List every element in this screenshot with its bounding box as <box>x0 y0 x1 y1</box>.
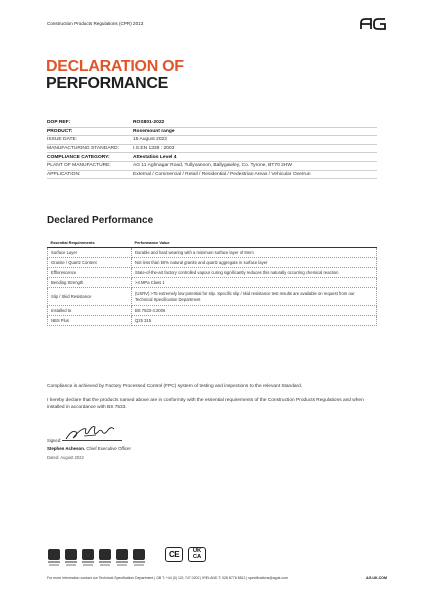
regulation-header: Construction Products Regulations (CPR) 2013 <box>47 21 144 26</box>
table-row <box>48 316 377 326</box>
info-value: AG 11 Aghnagar Road, Tullyvannon, Ballygawley, Co. Tyrone, BT70 2HW <box>133 163 293 169</box>
signer-role: , Chief Executive Officer <box>83 446 131 451</box>
table-row <box>48 288 377 306</box>
info-key: MANUFACTURING STANDARD: <box>47 146 119 152</box>
compliance-statement: Compliance is achieved by Factory Processed Control (FPC) system of testing and inspections to the relevant Standard. <box>47 384 303 389</box>
certification-badge <box>98 549 111 566</box>
info-value: I.S.EN 1339 : 2003 <box>133 146 175 152</box>
certification-badge <box>132 549 145 566</box>
signer <box>47 446 131 451</box>
info-row <box>47 136 377 145</box>
requirement-cell: Installed to <box>48 306 132 316</box>
info-key: ISSUE DATE: <box>47 137 78 143</box>
ukca-line-1: UK <box>192 547 202 554</box>
requirement-cell: Surface Layer <box>48 248 132 258</box>
dated-text: Dated: August 2022 <box>47 455 84 460</box>
declared-performance-heading: Declared Performance <box>47 215 154 226</box>
certification-badge <box>115 549 128 566</box>
performance-cell: >4 MPa Class 1 <box>132 278 377 288</box>
table-row <box>48 306 377 316</box>
requirement-cell: Efflorescence <box>48 268 132 278</box>
certification-badge <box>47 549 60 566</box>
info-row <box>47 153 377 162</box>
performance-cell: Not less than 50% natural granite and quartz aggregate in surface layer <box>132 258 377 268</box>
performance-cell: BS 7533-4:2006 <box>132 306 377 316</box>
info-row <box>47 162 377 171</box>
performance-table <box>47 238 377 326</box>
performance-cell: (USRV) >75 extremely low potential for slip. Specific slip / skid resistance test results are available on request from our Technical Specification Department <box>132 288 377 306</box>
ukca-line-2: CA <box>192 553 202 560</box>
certification-badge <box>81 549 94 566</box>
page-title <box>46 58 184 92</box>
info-row <box>47 119 377 128</box>
table-row <box>48 258 377 268</box>
ukca-mark <box>188 547 206 562</box>
certification-badge <box>64 549 77 566</box>
info-value: ROS801-2022 <box>133 120 165 126</box>
info-value: External / Commercial / Retail / Residential / Pedestrian Areas / Vehicular Overrun <box>133 171 311 177</box>
ag-logo <box>360 18 386 30</box>
signed-label: Signed: <box>47 438 62 443</box>
performance-cell: Durable and hard wearing with a minimum surface layer of 8mm <box>132 248 377 258</box>
info-value: Rosemount range <box>133 128 175 134</box>
requirement-cell: Slip / Skid Resistance <box>48 288 132 306</box>
signature-line <box>62 440 122 441</box>
footer-contact: For more information contact our Technical Specification Department | GB T: +44 (0) 121 747 0202 | IRELAND T: 028 8776 8812 | specifications@aguk.com <box>47 576 289 580</box>
product-info <box>47 119 377 179</box>
table-row <box>48 268 377 278</box>
info-row <box>47 145 377 154</box>
requirement-cell: Granite / Quartz Content <box>48 258 132 268</box>
info-key: DOP REF: <box>47 120 71 126</box>
col-essential-requirements: Essential Requirements <box>48 238 132 248</box>
info-key: APPLICATION: <box>47 171 81 177</box>
table-row <box>48 278 377 288</box>
performance-cell: Q25 315 <box>132 316 377 326</box>
performance-cell: State-of-the-art factory controlled vapour curing significantly reduces this naturally occurring chemical reaction <box>132 268 377 278</box>
info-row <box>47 128 377 137</box>
info-key: PRODUCT: <box>47 128 73 134</box>
col-performance-value: Performance Value <box>132 238 377 248</box>
declaration-statement: I hereby declare that the products named above are in conformity with the essential requirements of the Construction Products Regulations and when installed in accordance with BS 7533. <box>47 398 364 410</box>
footer-website-link[interactable]: AG.UK.COM <box>366 576 387 580</box>
info-key: COMPLIANCE CATEGORY: <box>47 154 110 160</box>
title-line-1: DECLARATION OF <box>46 58 184 75</box>
info-value: 15 August 2022 <box>133 137 167 143</box>
info-key: PLANT OF MANUFACTURE: <box>47 163 111 169</box>
info-row <box>47 171 377 180</box>
certification-badges <box>47 549 145 566</box>
requirement-cell: Bending Strength <box>48 278 132 288</box>
requirement-cell: NBS Plus <box>48 316 132 326</box>
title-line-2: PERFORMANCE <box>46 75 169 92</box>
signer-name: Stephen Acheson <box>47 446 84 451</box>
info-value: Attestation Level 4 <box>133 154 177 160</box>
table-header-row <box>48 238 377 248</box>
ce-mark: CE <box>165 547 183 562</box>
table-row <box>48 248 377 258</box>
